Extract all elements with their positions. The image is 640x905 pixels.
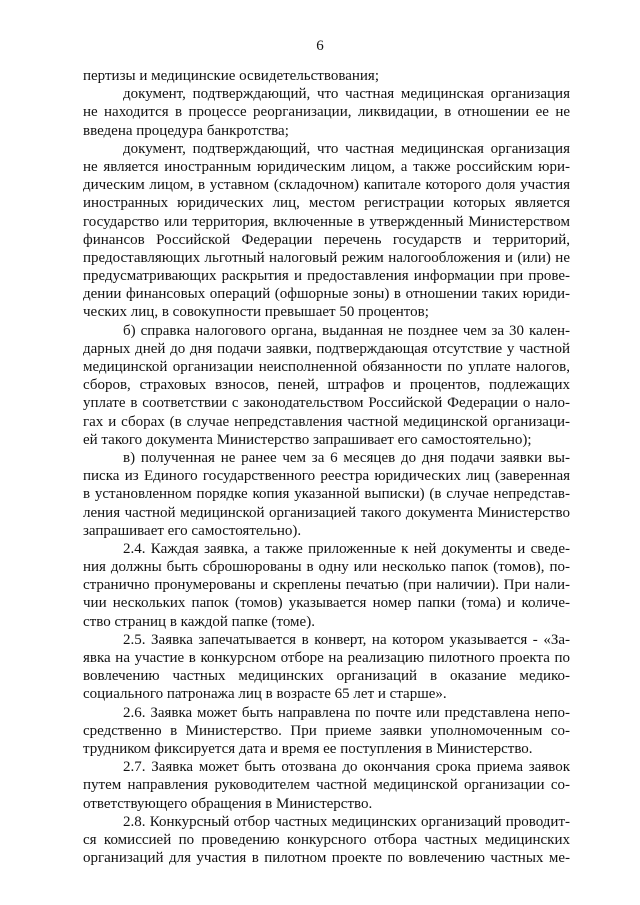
text-line: ся комиссией по проведению конкурсного отбора частных медицинских (83, 831, 570, 848)
text-line: странично пронумерованы и скреплены печатью (при наличии). При нали- (83, 577, 570, 594)
text-line: средственно в Министерство. При приеме заявки уполномоченным со- (83, 722, 570, 739)
text-line: б) справка налогового органа, выданная не позднее чем за 30 кален- (123, 322, 570, 339)
text-line: ческих лиц, в совокупности превышает 50 процентов; (83, 304, 429, 321)
text-line: дении финансовых операций (офшорные зоны) в отношении таких юриди- (83, 286, 570, 303)
text-line: гах и сборах (в случае непредставления частной медицинской организаци- (83, 413, 570, 430)
text-line: ей такого документа Министерство запрашивает его самостоятельно); (83, 431, 532, 448)
text-line: запрашивает его самостоятельно). (83, 522, 302, 539)
text-line: предоставляющих льготный налоговый режим налогообложения и (или) не (83, 249, 570, 266)
text-line: ство страниц в каждой папке (томе). (83, 613, 315, 630)
text-line: уплате в соответствии с законодательством Российской Федерации о нало- (83, 395, 570, 412)
text-line: чии нескольких папок (томов) указывается номер папки (тома) и количе- (83, 595, 570, 612)
text-line: не является иностранным юридическим лицом, а также российским юри- (83, 158, 570, 175)
text-line: трудником фиксируется дата и время ее поступления в Министерство. (83, 740, 533, 757)
text-line: ления частной медицинской организацией такого документа Министерство (83, 504, 570, 521)
text-line: в установленном порядке копия указанной выписки) (в случае непредстав- (83, 486, 570, 503)
text-line: ния должны быть сброшюрованы в одну или несколько папок (томов), по- (83, 559, 570, 576)
text-line: социального патронажа лиц в возрасте 65 лет и старше». (83, 686, 447, 703)
text-line: иностранных юридических лиц, местом регистрации которых является (83, 195, 570, 212)
text-line: явка на участие в конкурсном отборе на реализацию пилотного проекта по (83, 650, 570, 666)
text-line: медицинской организации неисполненной обязанности по уплате налогов, (83, 359, 570, 375)
text-line: предусматривающих раскрытия и предоставления информации при прове- (83, 268, 570, 285)
text-line: ответствующего обращения в Министерство. (83, 795, 373, 812)
text-line: путем направления руководителем частной медицинской организации со- (83, 777, 570, 794)
text-line: 2.5. Заявка запечатывается в конверт, на котором указывается - «За- (123, 631, 570, 648)
text-line: финансов Российской Федерации перечень государств и территорий, (83, 231, 570, 248)
text-line: дарных дней до дня подачи заявки, подтверждающая отсутствие у частной (83, 340, 570, 357)
text-line: документ, подтверждающий, что частная медицинская организация (123, 140, 570, 157)
text-line: государство или территория, включенные в утвержденный Министерством (83, 213, 570, 230)
text-line: организаций для участия в пилотном проекте по вовлечению частных ме- (83, 850, 570, 867)
text-line: дическим лицом, в уставном (складочном) капитале которого доля участия (83, 177, 570, 194)
document-body (83, 67, 570, 867)
text-line: сборов, страховых взносов, пеней, штрафов и процентов, подлежащих (83, 377, 570, 394)
text-line: не находится в процессе реорганизации, ликвидации, в отношении ее не (83, 104, 570, 121)
text-line: писка из Единого государственного реестра юридических лиц (заверенная (83, 468, 570, 485)
text-line: пертизы и медицинские освидетельствования; (83, 68, 380, 84)
text-line: 2.7. Заявка может быть отозвана до окончания срока приема заявок (123, 759, 570, 776)
text-line: в) полученная не ранее чем за 6 месяцев до дня подачи заявки вы- (123, 449, 570, 466)
text-line: 2.6. Заявка может быть направлена по почте или представлена непо- (123, 704, 570, 721)
text-line: документ, подтверждающий, что частная медицинская организация (123, 86, 570, 103)
text-line: вовлечению частных медицинских организаций в оказание медико- (83, 668, 570, 685)
page-number: 6 (316, 38, 324, 54)
text-line: 2.4. Каждая заявка, а также приложенные к ней документы и сведе- (123, 540, 570, 557)
text-line: введена процедура банкротства; (83, 122, 289, 139)
text-line: 2.8. Конкурсный отбор частных медицинских организаций проводит- (123, 813, 570, 830)
